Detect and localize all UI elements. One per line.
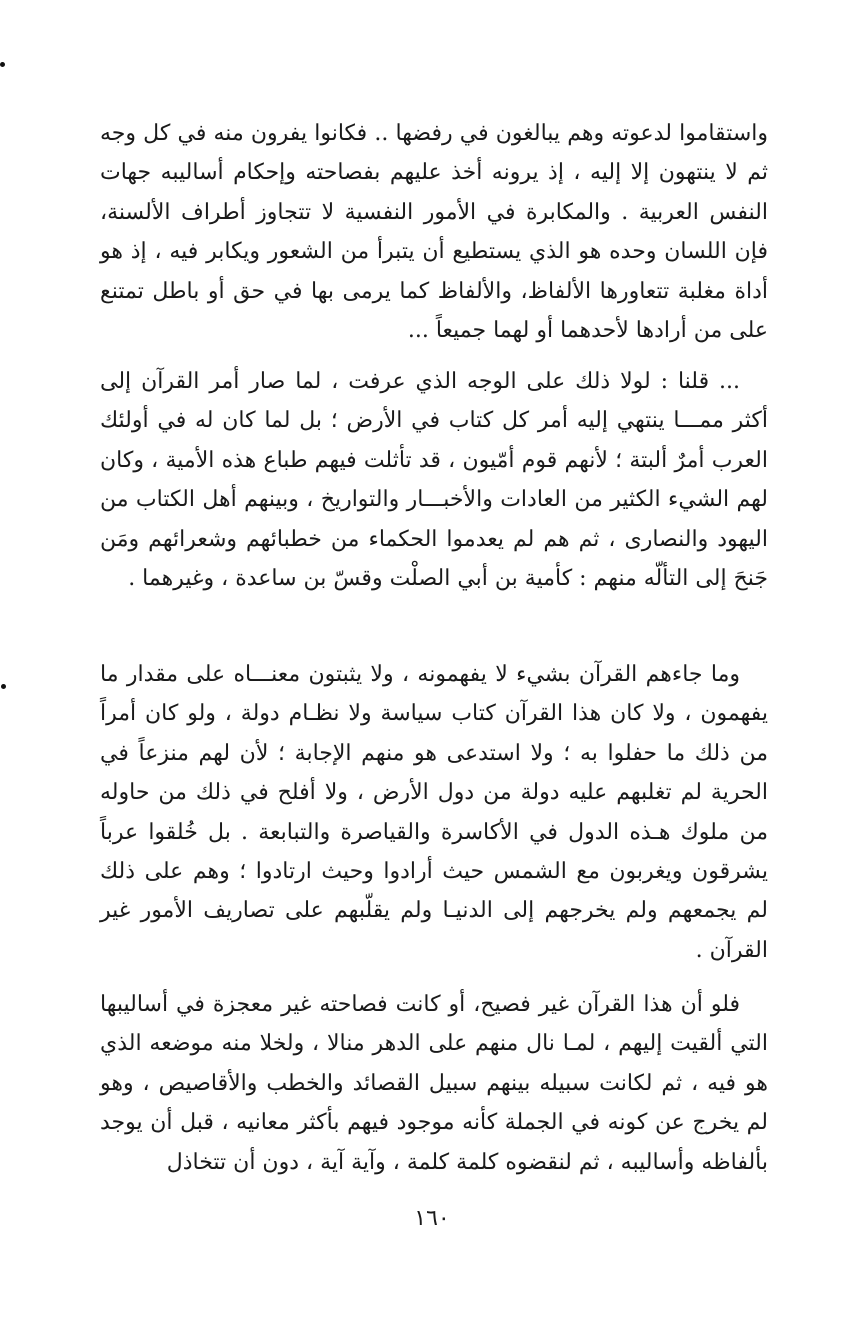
paragraph-text: واستقاموا لدعوته وهم يبالغون في رفضها .. فكانوا يفرون منه في كل وجه ثم لا ينتهون إلا إليه ، إذ يرونه أخذ عليهم بفصاحته وإحكام أساليبه جهات النفس العربية . والمكابرة في الأمور النفسية لا تتجاوز أطراف الألسنة، فإن اللسان وحده هو الذي يستطيع أن يتبرأ من الشعور ويكابر فيه ، إذ هو أداة مغلبة تتعاورها الألفاظ، والألفاظ كما يرمى بها في حق أو باطل تمتنع على من أرادها لأحدهما أو لهما جميعاً ... [100,121,768,344]
paragraph-4 [100,985,768,1182]
paragraph-1 [100,114,768,350]
paragraph-text: فلو أن هذا القرآن غير فصيح، أو كانت فصاحته غير معجزة في أساليبها التي ألقيت إليهم ، لمـا نال منهم على الدهر منالا ، ولخلا منه موضعه الذي هو فيه ، ثم لكانت سبيله بينهم سبيل القصائد والخطب والأقاصيص ، وهو لم يخرج عن كونه في الجملة كأنه موجود فيهم بأكثر معانيه ، قبل أن يوجد بألفاظه وأساليبه ، ثم لنقضوه كلمة كلمة ، وآية آية ، دون أن تتخاذل [100,992,768,1175]
paragraph-3 [100,655,768,970]
page-number: ١٦٠ [414,1206,450,1231]
paragraph-2 [100,362,768,598]
margin-mark-top [0,62,5,67]
margin-mark-middle [1,684,6,689]
paragraph-text: وما جاءهم القرآن بشيء لا يفهمونه ، ولا يثبتون معنـــاه على مقدار ما يفهمون ، ولا كان هذا القرآن كتاب سياسة ولا نظـام دولة ، ولو كان أمراً من ذلك ما حفلوا به ؛ ولا استدعى هو منهم الإجابة ؛ لأن لهم منزعاً في الحرية لم تغلبهم عليه دولة من دول الأرض ، ولا أفلح في ذلك من حاوله من ملوك هـذه الدول في الأكاسرة والقياصرة والتبابعة . بل خُلقوا عرباً يشرقون ويغربون مع الشمس حيث أرادوا وحيث ارتادوا ؛ وهم على ذلك لم يجمعهم ولم يخرجهم إلى الدنيـا ولم يقلّبهم على تصاريف الأمور غير القرآن . [100,662,769,963]
paragraph-text: ... قلنا : لولا ذلك على الوجه الذي عرفت ، لما صار أمر القرآن إلى أكثر ممـــا ينتهي إليه أمر كل كتاب في الأرض ؛ بل لما كان له في أولئك العرب أمرٌ ألبتة ؛ لأنهم قوم أمّيون ، قد تأثلت فيهم طباع هذه الأمية ، وكان لهم الشيء الكثير من العادات والأخبـــار والتواريخ ، وبينهم أهل الكتاب من اليهود والنصارى ، ثم هم لم يعدموا الحكماء من خطبائهم وشعرائهم ومَن جَنحَ إلى التألّه منهم : كأمية بن أبي الصلْت وقسّ بن ساعدة ، وغيرهما . [100,369,768,592]
